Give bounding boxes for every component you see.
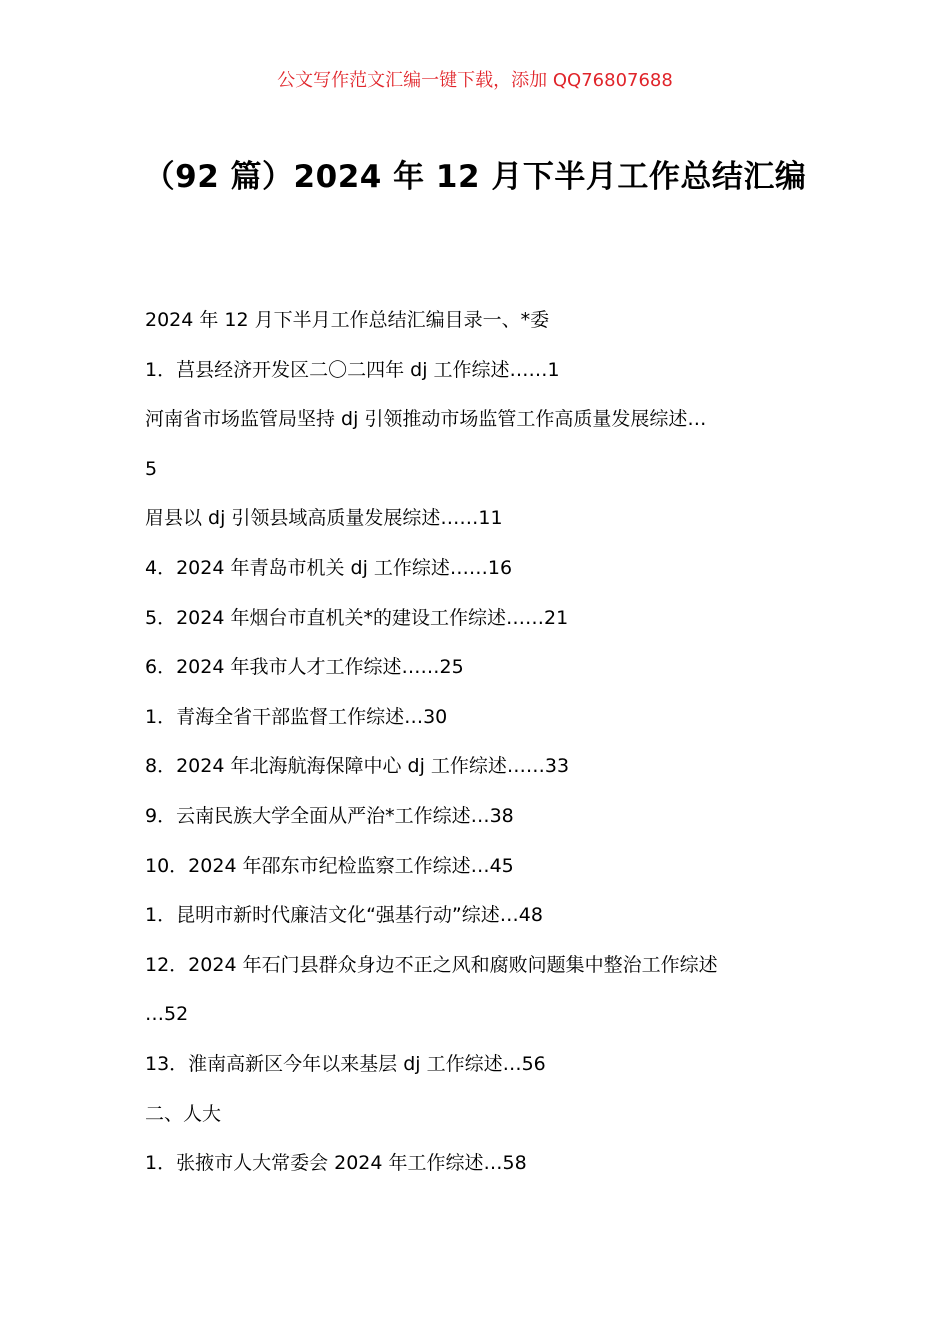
toc-line: 眉县以 dj 引领县域高质量发展综述……11 [145, 507, 503, 530]
toc-line: 1．莒县经济开发区二〇二四年 dj 工作综述……1 [145, 358, 560, 381]
toc-section-heading: 二、人大 [145, 1102, 222, 1125]
document-title: （92 篇）2024 年 12 月下半月工作总结汇编 [143, 159, 807, 195]
toc-line: 河南省市场监管局坚持 dj 引领推动市场监管工作高质量发展综述… [145, 408, 707, 431]
toc-line: 8．2024 年北海航海保障中心 dj 工作综述……33 [145, 755, 570, 778]
toc-line: 10．2024 年邵东市纪检监察工作综述…45 [145, 854, 514, 877]
toc-line: 12．2024 年石门县群众身边不正之风和腐败问题集中整治工作综述 [145, 953, 718, 976]
download-banner: 公文写作范文汇编一键下载，添加 QQ76807688 [277, 70, 673, 91]
toc-line: 5．2024 年烟台市直机关*的建设工作综述……21 [145, 606, 569, 629]
toc-line: 13．淮南高新区今年以来基层 dj 工作综述…56 [145, 1052, 546, 1075]
toc-line: 4．2024 年青岛市机关 dj 工作综述……16 [145, 556, 513, 579]
toc-line: 1．昆明市新时代廉洁文化“强基行动”综述…48 [145, 904, 543, 927]
toc-line: 1．张掖市人大常委会 2024 年工作综述…58 [145, 1152, 527, 1175]
toc-line: 5 [145, 457, 158, 480]
toc-line: 1．青海全省干部监督工作综述…30 [145, 705, 448, 728]
table-of-contents [145, 296, 815, 1189]
toc-line: …52 [145, 1003, 189, 1026]
toc-line: 9．云南民族大学全面从严治*工作综述…38 [145, 804, 514, 827]
toc-line: 6．2024 年我市人才工作综述……25 [145, 656, 464, 679]
toc-line: 2024 年 12 月下半月工作总结汇编目录一、*委 [145, 309, 550, 331]
